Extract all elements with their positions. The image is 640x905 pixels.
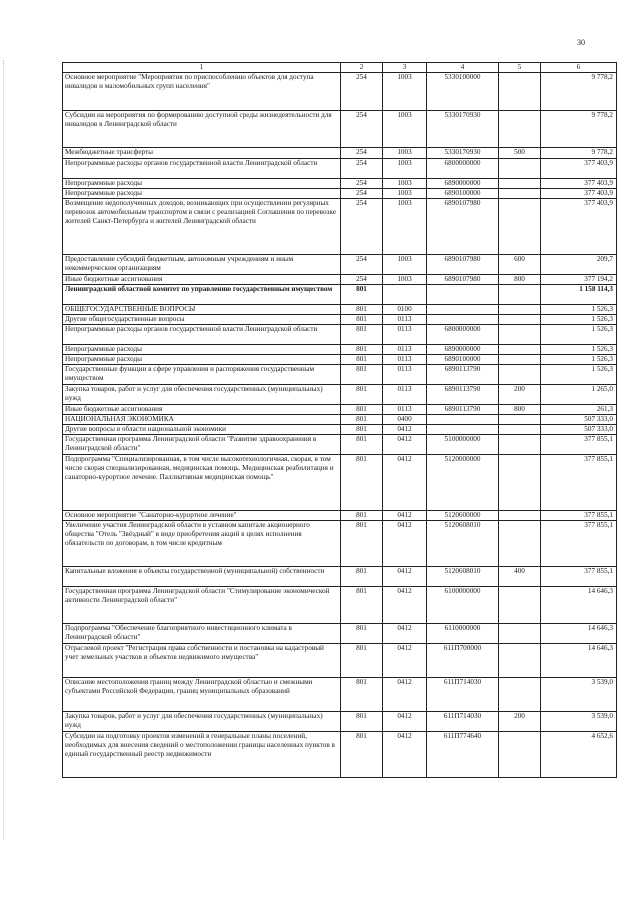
cell-target-article: 6890113790 — [427, 405, 499, 415]
cell-amount: 377 194,2 — [541, 275, 617, 285]
cell-expense-type — [499, 199, 541, 255]
cell-amount: 377 403,9 — [541, 179, 617, 189]
cell-expense-type — [499, 624, 541, 644]
cell-ministry-code: 801 — [341, 385, 383, 405]
cell-section-code: 1003 — [383, 189, 427, 199]
cell-item-name: Основное мероприятие "Санаторно-курортное лечение" — [63, 511, 341, 521]
cell-ministry-code: 801 — [341, 712, 383, 732]
cell-ministry-code: 254 — [341, 73, 383, 111]
cell-expense-type: 400 — [499, 567, 541, 587]
cell-item-name: Государственная программа Ленинградской области "Развитие здравоохранения в Ленинградской области" — [63, 435, 341, 455]
cell-item-name: Другие вопросы в области национальной экономики — [63, 425, 341, 435]
cell-amount: 1 158 114,3 — [541, 285, 617, 305]
cell-section-code: 0412 — [383, 511, 427, 521]
cell-section-code: 0113 — [383, 405, 427, 415]
cell-section-code: 0400 — [383, 415, 427, 425]
cell-item-name: Непрограммные расходы — [63, 355, 341, 365]
cell-ministry-code: 801 — [341, 567, 383, 587]
cell-item-name: Капитальные вложения в объекты государственной (муниципальной) собственности — [63, 567, 341, 587]
cell-section-code: 0412 — [383, 678, 427, 712]
cell-amount: 3 539,0 — [541, 712, 617, 732]
cell-expense-type — [499, 73, 541, 111]
cell-target-article: 6890107980 — [427, 255, 499, 275]
cell-ministry-code: 254 — [341, 111, 383, 148]
cell-expense-type — [499, 678, 541, 712]
cell-item-name: Субсидии на мероприятия по формированию доступной среды жизнедеятельности для инвалидов в Ленинградской области — [63, 111, 341, 148]
cell-item-name: Государственные функции в сфере управления и распоряжения государственным имуществом — [63, 365, 341, 385]
table-row — [63, 325, 617, 345]
cell-target-article: 6110000000 — [427, 624, 499, 644]
cell-expense-type — [499, 521, 541, 567]
cell-item-name: Непрограммные расходы органов государственной власти Ленинградской области — [63, 159, 341, 179]
cell-ministry-code: 801 — [341, 285, 383, 305]
table-row — [63, 624, 617, 644]
cell-item-name: Субсидии на подготовку проектов изменений в генеральные планы поселений, необходимых для внесения сведений о местоположении границы населенных пунктов в единый государственный реестр недвижимости — [63, 732, 341, 778]
table-row — [63, 435, 617, 455]
cell-expense-type — [499, 415, 541, 425]
cell-section-code: 0412 — [383, 455, 427, 511]
cell-item-name: ОБЩЕГОСУДАРСТВЕННЫЕ ВОПРОСЫ — [63, 305, 341, 315]
cell-target-article: 6890113790 — [427, 365, 499, 385]
cell-amount: 209,7 — [541, 255, 617, 275]
cell-ministry-code: 254 — [341, 148, 383, 159]
cell-amount: 377 855,1 — [541, 435, 617, 455]
cell-target-article: 5120000000 — [427, 455, 499, 511]
header-col-6: 6 — [541, 63, 617, 73]
cell-item-name: Ленинградский областной комитет по управлению государственным имуществом — [63, 285, 341, 305]
table-row — [63, 587, 617, 624]
cell-section-code: 0113 — [383, 325, 427, 345]
cell-amount: 1 526,3 — [541, 305, 617, 315]
cell-ministry-code: 801 — [341, 644, 383, 678]
cell-expense-type: 600 — [499, 255, 541, 275]
cell-expense-type — [499, 732, 541, 778]
table-row — [63, 255, 617, 275]
cell-ministry-code: 801 — [341, 425, 383, 435]
cell-ministry-code: 254 — [341, 189, 383, 199]
cell-amount: 9 778,2 — [541, 111, 617, 148]
cell-expense-type — [499, 511, 541, 521]
table-row — [63, 285, 617, 305]
cell-ministry-code: 801 — [341, 455, 383, 511]
table-row — [63, 385, 617, 405]
cell-expense-type: 500 — [499, 148, 541, 159]
cell-amount: 261,3 — [541, 405, 617, 415]
cell-amount: 1 265,0 — [541, 385, 617, 405]
cell-amount: 377 855,1 — [541, 521, 617, 567]
cell-section-code: 1003 — [383, 73, 427, 111]
table-row — [63, 73, 617, 111]
cell-amount: 4 652,6 — [541, 732, 617, 778]
cell-section-code: 0113 — [383, 345, 427, 355]
cell-ministry-code: 801 — [341, 365, 383, 385]
table-row — [63, 425, 617, 435]
cell-target-article: 6890107980 — [427, 275, 499, 285]
cell-ministry-code: 801 — [341, 415, 383, 425]
cell-item-name: Иные бюджетные ассигнования — [63, 405, 341, 415]
cell-amount: 1 526,3 — [541, 345, 617, 355]
cell-section-code: 0113 — [383, 315, 427, 325]
table-row — [63, 567, 617, 587]
cell-expense-type — [499, 189, 541, 199]
cell-item-name: Межбюджетные трансферты — [63, 148, 341, 159]
cell-amount: 507 333,0 — [541, 425, 617, 435]
cell-target-article: 6890000000 — [427, 179, 499, 189]
header-col-5: 5 — [499, 63, 541, 73]
cell-item-name: Возмещение недополученных доходов, возникающих при осуществлении регулярных перевозок автомобильным транспортом в связи с реализацией Соглашения по перевозке жителей Санкт-Петербурга и жителей Ленинградской области — [63, 199, 341, 255]
cell-expense-type — [499, 111, 541, 148]
cell-ministry-code: 801 — [341, 678, 383, 712]
table-row — [63, 345, 617, 355]
cell-item-name: Закупка товаров, работ и услуг для обеспечения государственных (муниципальных) нужд — [63, 712, 341, 732]
cell-target-article: 611П700000 — [427, 644, 499, 678]
cell-amount: 377 855,1 — [541, 567, 617, 587]
table-row — [63, 179, 617, 189]
cell-target-article: 5330170930 — [427, 148, 499, 159]
cell-target-article: 5120608010 — [427, 567, 499, 587]
cell-amount: 507 333,0 — [541, 415, 617, 425]
cell-target-article: 5330100000 — [427, 73, 499, 111]
budget-table — [62, 62, 617, 778]
cell-expense-type — [499, 587, 541, 624]
cell-expense-type — [499, 365, 541, 385]
cell-amount: 377 855,1 — [541, 511, 617, 521]
cell-amount: 377 855,1 — [541, 455, 617, 511]
cell-amount: 9 778,2 — [541, 148, 617, 159]
cell-ministry-code: 801 — [341, 587, 383, 624]
cell-item-name: Непрограммные расходы — [63, 189, 341, 199]
cell-amount: 377 403,9 — [541, 199, 617, 255]
table-row — [63, 521, 617, 567]
header-row — [63, 63, 617, 73]
cell-ministry-code: 801 — [341, 732, 383, 778]
table-row — [63, 405, 617, 415]
table-row — [63, 644, 617, 678]
table-row — [63, 455, 617, 511]
cell-section-code: 1003 — [383, 255, 427, 275]
cell-amount: 1 526,3 — [541, 355, 617, 365]
table-row — [63, 305, 617, 315]
cell-target-article: 6800000000 — [427, 325, 499, 345]
table-row — [63, 712, 617, 732]
cell-item-name: Подпрограмма "Обеспечение благоприятного инвестиционного климата в Ленинградской области" — [63, 624, 341, 644]
cell-expense-type — [499, 325, 541, 345]
cell-amount: 14 646,3 — [541, 624, 617, 644]
table-row — [63, 189, 617, 199]
cell-target-article: 611П714030 — [427, 712, 499, 732]
cell-item-name: Непрограммные расходы органов государственной власти Ленинградской области — [63, 325, 341, 345]
cell-ministry-code: 801 — [341, 355, 383, 365]
cell-target-article: 6890000000 — [427, 345, 499, 355]
cell-ministry-code: 254 — [341, 199, 383, 255]
table-row — [63, 511, 617, 521]
cell-ministry-code: 801 — [341, 305, 383, 315]
cell-amount: 1 526,3 — [541, 365, 617, 385]
cell-amount: 14 646,3 — [541, 587, 617, 624]
cell-item-name: Увеличение участия Ленинградской области в уставном капитале акционерного общества "Отель "Звёздный" в виде приобретения акций в целях исполнения обязательств по договорам, в том числе кредитным — [63, 521, 341, 567]
cell-section-code: 0412 — [383, 732, 427, 778]
cell-ministry-code: 801 — [341, 315, 383, 325]
cell-amount: 9 778,2 — [541, 73, 617, 111]
cell-item-name: Подпрограмма "Специализированная, в том числе высокотехнологичная, скорая, в том числе скорая специализированная, медицинская помощь. Медицинская реабилитация и санаторно-курортное лечение. Паллиативная медицинская помощь" — [63, 455, 341, 511]
cell-amount: 1 526,3 — [541, 315, 617, 325]
cell-target-article — [427, 305, 499, 315]
cell-target-article: 6890113790 — [427, 385, 499, 405]
table-row — [63, 111, 617, 148]
cell-target-article: 6890107980 — [427, 199, 499, 255]
cell-expense-type — [499, 435, 541, 455]
cell-target-article: 6890100000 — [427, 355, 499, 365]
cell-expense-type — [499, 305, 541, 315]
cell-section-code: 0113 — [383, 365, 427, 385]
cell-target-article — [427, 315, 499, 325]
cell-section-code: 0412 — [383, 644, 427, 678]
budget-table-container — [62, 62, 616, 778]
cell-ministry-code: 801 — [341, 345, 383, 355]
cell-target-article — [427, 425, 499, 435]
cell-expense-type — [499, 345, 541, 355]
table-body — [63, 73, 617, 778]
cell-item-name: Предоставление субсидий бюджетным, автономным учреждениям и иным некоммерческим организациям — [63, 255, 341, 275]
header-col-4: 4 — [427, 63, 499, 73]
table-row — [63, 415, 617, 425]
cell-expense-type — [499, 425, 541, 435]
cell-section-code: 0412 — [383, 624, 427, 644]
cell-section-code: 0412 — [383, 712, 427, 732]
cell-section-code: 1003 — [383, 148, 427, 159]
page-number: 30 — [577, 38, 585, 47]
cell-target-article: 611П714030 — [427, 678, 499, 712]
cell-item-name: Непрограммные расходы — [63, 345, 341, 355]
table-row — [63, 199, 617, 255]
cell-section-code: 1003 — [383, 179, 427, 189]
cell-section-code: 0100 — [383, 305, 427, 315]
cell-amount: 377 403,9 — [541, 159, 617, 179]
table-row — [63, 678, 617, 712]
cell-item-name: Государственная программа Ленинградской области "Стимулирование экономической активности Ленинградской области" — [63, 587, 341, 624]
cell-ministry-code: 254 — [341, 179, 383, 189]
cell-target-article — [427, 415, 499, 425]
cell-section-code: 0412 — [383, 435, 427, 455]
cell-item-name: Основное мероприятие "Мероприятия по приспособлению объектов для доступа инвалидов и маломобильных групп населения" — [63, 73, 341, 111]
cell-section-code: 1003 — [383, 111, 427, 148]
cell-section-code: 0412 — [383, 567, 427, 587]
cell-section-code: 0113 — [383, 355, 427, 365]
cell-expense-type: 800 — [499, 275, 541, 285]
cell-section-code — [383, 285, 427, 305]
cell-ministry-code: 801 — [341, 521, 383, 567]
cell-target-article: 5100000000 — [427, 435, 499, 455]
table-row — [63, 275, 617, 285]
cell-ministry-code: 801 — [341, 405, 383, 415]
cell-section-code: 0113 — [383, 385, 427, 405]
header-col-1: 1 — [63, 63, 341, 73]
cell-target-article: 5120608010 — [427, 521, 499, 567]
cell-section-code: 1003 — [383, 275, 427, 285]
cell-ministry-code: 801 — [341, 624, 383, 644]
cell-section-code: 1003 — [383, 199, 427, 255]
cell-ministry-code: 254 — [341, 159, 383, 179]
header-col-3: 3 — [383, 63, 427, 73]
cell-expense-type — [499, 159, 541, 179]
cell-amount: 377 403,9 — [541, 189, 617, 199]
cell-target-article: 611П774640 — [427, 732, 499, 778]
cell-expense-type — [499, 285, 541, 305]
cell-expense-type — [499, 644, 541, 678]
cell-item-name: НАЦИОНАЛЬНАЯ ЭКОНОМИКА — [63, 415, 341, 425]
cell-target-article: 5120600000 — [427, 511, 499, 521]
cell-target-article: 6800000000 — [427, 159, 499, 179]
cell-ministry-code: 254 — [341, 275, 383, 285]
cell-target-article: 6890100000 — [427, 189, 499, 199]
cell-ministry-code: 801 — [341, 325, 383, 345]
cell-expense-type: 800 — [499, 405, 541, 415]
header-col-2: 2 — [341, 63, 383, 73]
cell-expense-type — [499, 355, 541, 365]
cell-amount: 3 539,0 — [541, 678, 617, 712]
cell-expense-type — [499, 315, 541, 325]
cell-item-name: Закупка товаров, работ и услуг для обеспечения государственных (муниципальных) нужд — [63, 385, 341, 405]
cell-target-article — [427, 285, 499, 305]
cell-section-code: 0412 — [383, 425, 427, 435]
cell-ministry-code: 801 — [341, 435, 383, 455]
table-row — [63, 355, 617, 365]
cell-ministry-code: 801 — [341, 511, 383, 521]
cell-item-name: Другие общегосударственные вопросы — [63, 315, 341, 325]
cell-item-name: Описание местоположения границ между Ленинградской областью и смежными субъектами Российской Федерации, границ муниципальных образований — [63, 678, 341, 712]
cell-expense-type — [499, 455, 541, 511]
table-row — [63, 148, 617, 159]
table-row — [63, 159, 617, 179]
cell-section-code: 1003 — [383, 159, 427, 179]
cell-item-name: Иные бюджетные ассигнования — [63, 275, 341, 285]
table-row — [63, 315, 617, 325]
cell-item-name: Непрограммные расходы — [63, 179, 341, 189]
cell-target-article: 6100000000 — [427, 587, 499, 624]
scan-edge-mark — [3, 60, 5, 840]
cell-amount: 1 526,3 — [541, 325, 617, 345]
cell-section-code: 0412 — [383, 587, 427, 624]
cell-ministry-code: 254 — [341, 255, 383, 275]
cell-target-article: 5330170930 — [427, 111, 499, 148]
table-row — [63, 365, 617, 385]
table-row — [63, 732, 617, 778]
cell-section-code: 0412 — [383, 521, 427, 567]
cell-expense-type: 200 — [499, 712, 541, 732]
cell-item-name: Отраслевой проект "Регистрация права собственности и постановка на кадастровый учет земельных участков и объектов недвижимого имущества" — [63, 644, 341, 678]
cell-amount: 14 646,3 — [541, 644, 617, 678]
cell-expense-type: 200 — [499, 385, 541, 405]
cell-expense-type — [499, 179, 541, 189]
